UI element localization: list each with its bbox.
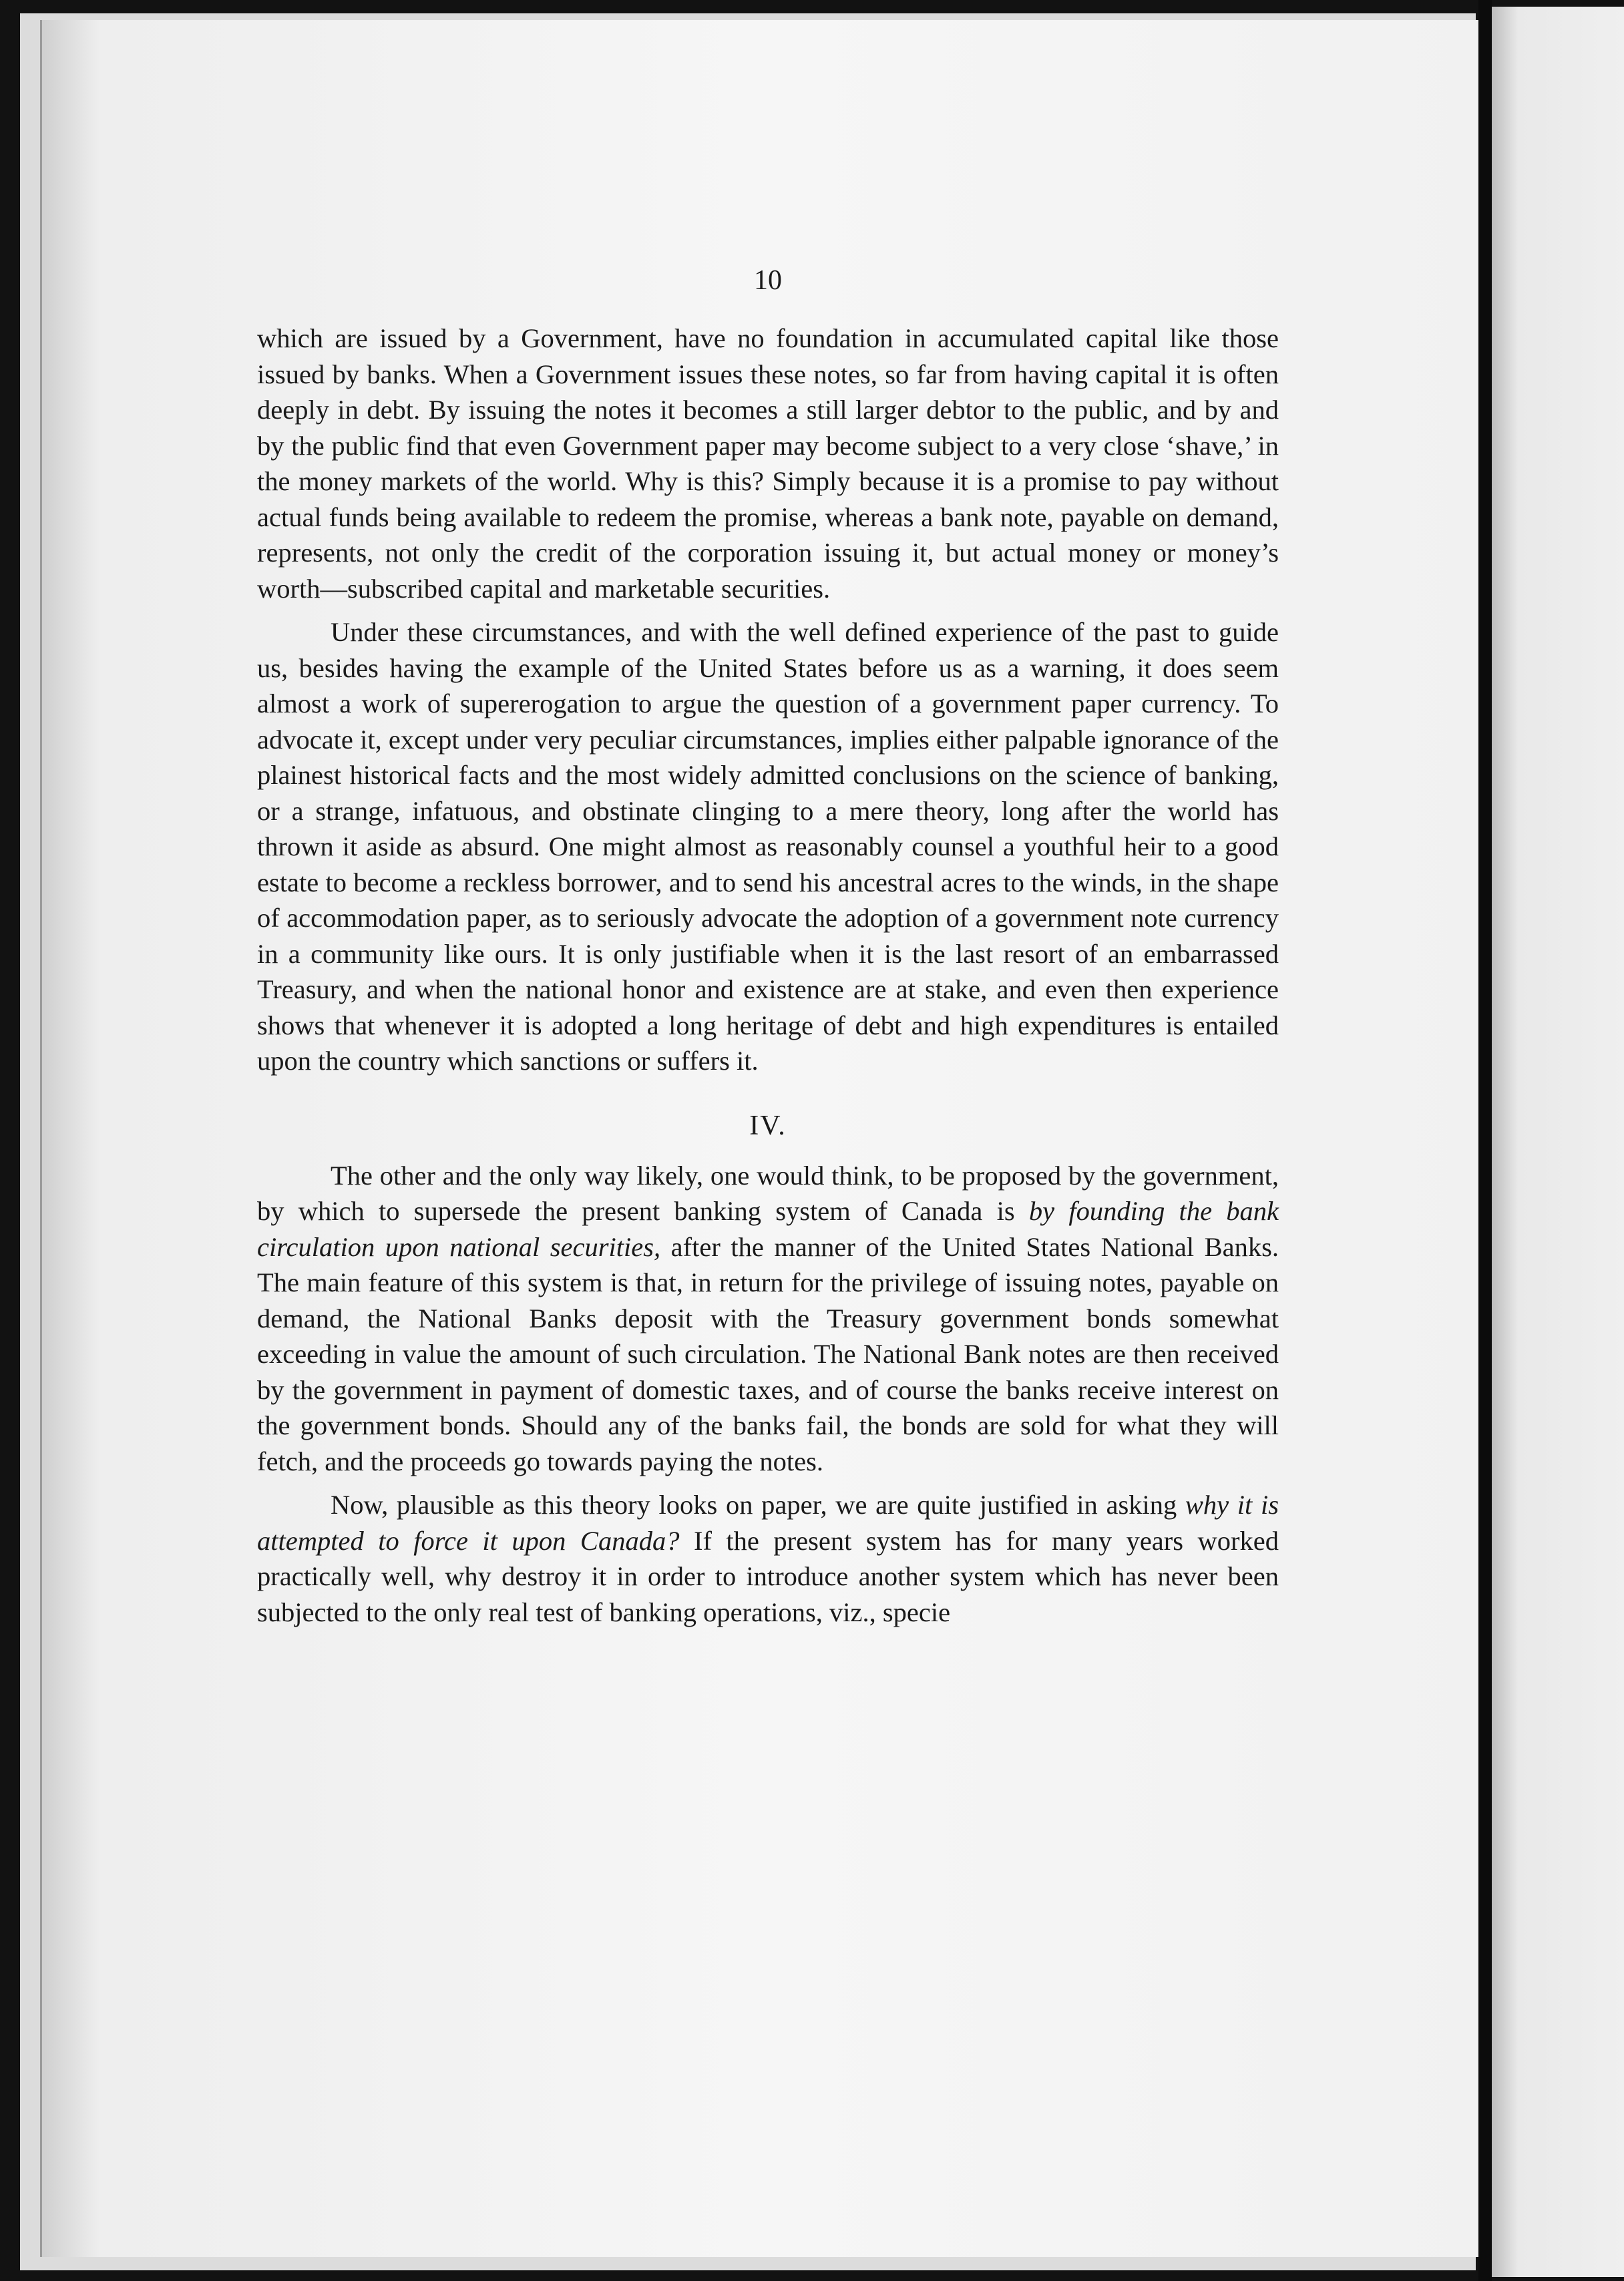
gutter-shadow: [1478, 0, 1492, 2281]
paragraph-circumstances: Under these circumstances, and with the well defined experience of the past to guide us, besides having the example of the United States before us as a warning, it does seem almost a work of supererogation to argue the question of a government paper currency. To advocate it, except under very peculiar circumstances, implies either palpable ignorance of the plainest historical facts and the most widely admitted conclusions on the science of banking, or a strange, infatuous, and obstinate clinging to a mere theory, long after the world has thrown it aside as absurd. One might almost as reasonably counsel a youthful heir to a good estate to become a reckless borrower, and to send his ancestral acres to the winds, in the shape of accommodation paper, as to seriously advocate the adoption of a government note currency in a community like ours. It is only justifiable when it is the last resort of an embarrassed Treasury, and when the national honor and existence are at stake, and even then experience shows that whenever it is adopted a long heritage of debt and high expenditures is entailed upon the country which sanctions or suffers it.: [257, 617, 1279, 1076]
paragraph-text: The other and the only way likely, one would think, to be proposed by the government, by which to supersede the present banking system of Canada is: [257, 1160, 1279, 1226]
page-number: 10: [754, 265, 782, 296]
section-heading: IV.: [749, 1110, 787, 1141]
facing-page-edge: [1492, 7, 1624, 2277]
italic-phrase: why it is attempted to force it upon Canada?: [257, 1490, 1279, 1556]
paragraph-national-securities: [257, 1158, 1279, 1480]
paragraph-text: If the present system has for many years worked practically well, why destroy it in order to introduce another system which has never been subjected to the only real test of banking operations, viz., specie: [257, 1525, 1279, 1627]
page-text: [257, 260, 1279, 1630]
paragraph-plausible-theory: [257, 1487, 1279, 1630]
italic-phrase: by founding the bank circulation upon national securities,: [257, 1196, 1279, 1262]
paragraph-text: after the manner of the United States National Banks. The main feature of this system is that, in return for the privilege of issuing notes, payable on demand, the National Banks deposit with the Treasury government bonds somewhat exceeding in value the amount of such circulation. The National Bank notes are then received by the government in payment of domestic taxes, and of course the banks receive interest on the government bonds. Should any of the banks fail, the bonds are sold for what they will fetch, and the proceeds go towards paying the notes.: [257, 1231, 1279, 1476]
paragraph-text: Now, plausible as this theory looks on paper, we are quite justified in asking: [331, 1490, 1185, 1520]
paragraph-continuation: which are issued by a Government, have no foundation in accumulated capital like those issued by banks. When a Government issues these notes, so far from having capital it is often deeply in debt. By issuing the notes it becomes a still larger debtor to the public, and by and by the public find that even Government paper may become subject to a very close ‘shave,’ in the money markets of the world. Why is this? Simply because it is a promise to pay without actual funds being available to redeem the promise, whereas a bank note, payable on demand, represents, not only the credit of the corporation issuing it, but actual money or money’s worth—subscribed capital and marketable securities.: [257, 323, 1279, 604]
